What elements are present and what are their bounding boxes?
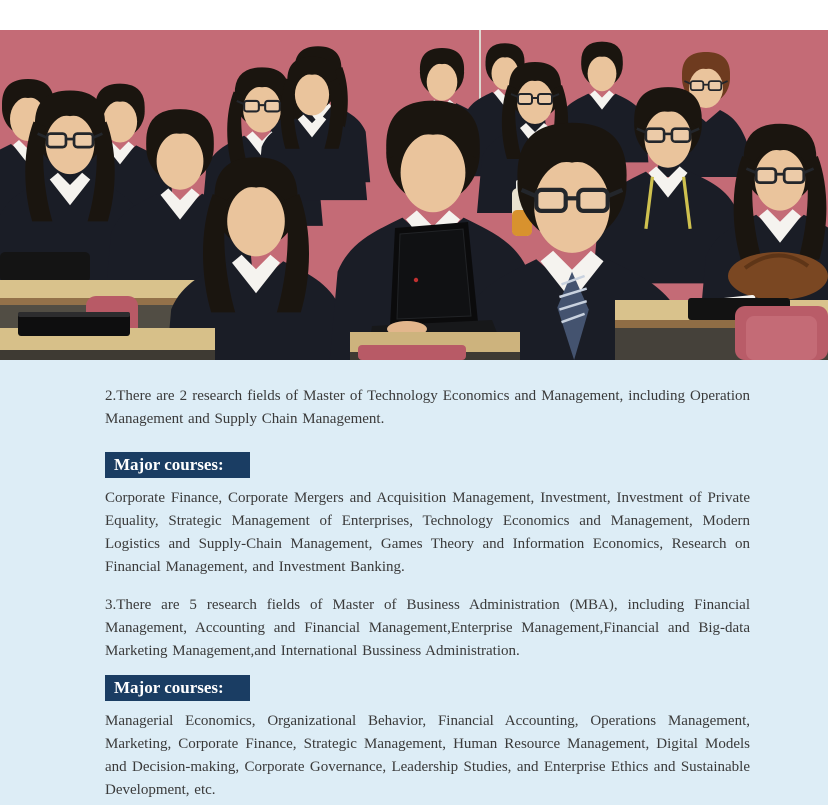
- chair: [358, 345, 466, 360]
- center-desk-group: [350, 332, 520, 360]
- classroom-photo-svg: [0, 30, 828, 360]
- major-courses-badge-1: Major courses:: [105, 452, 250, 478]
- brown-bag: [728, 252, 828, 300]
- paragraph-msc-courses: Corporate Finance, Corporate Mergers and Acquisition Management, Investment, Investment of Private Equality, Strategic Management of Enterprises, Technology Economics and Management, Modern Logistics and Supply-Chain Management, Games Theory and Information Economics, Research on Financial Management, and Investment Banking.: [105, 490, 750, 575]
- paragraph-mba-fields: 3.There are 5 research fields of Master of Business Administration (MBA), including Financial Management, Accounting and Financial Management,Enterprise Management,Financial and Big-data Marketing Management,and International Bussiness Administration.: [105, 597, 750, 659]
- paragraph-mba-courses: Managerial Economics, Organizational Behavior, Financial Accounting, Operations Management, Marketing, Corporate Finance, Strategic Management, Human Resource Management, Digital Models and Decision-making, Corporate Governance, Leadership Studies, and Enterprise Ethics and Sustainable Development, etc.: [105, 713, 750, 798]
- black-bag: [0, 252, 90, 282]
- paragraph-msc-fields: 2.There are 2 research fields of Master of Technology Economics and Management, including Operation Management and Supply Chain Management.: [105, 388, 750, 427]
- major-courses-badge-2: Major courses:: [105, 675, 250, 701]
- content-section: [0, 360, 828, 805]
- classroom-photo: [0, 0, 828, 360]
